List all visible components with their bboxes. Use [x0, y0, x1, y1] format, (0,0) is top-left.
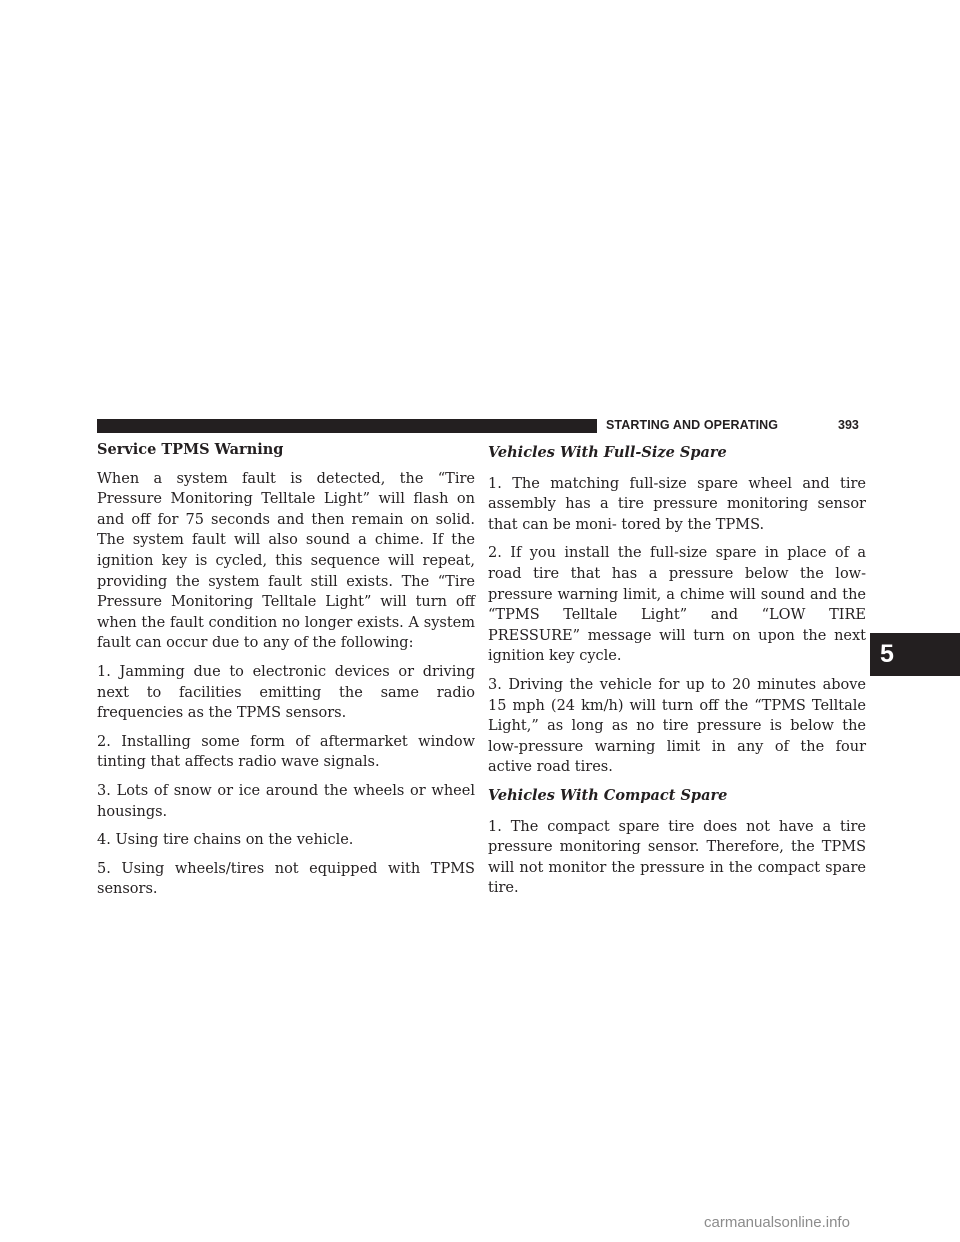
section-title: STARTING AND OPERATING: [606, 418, 779, 432]
service-tpms-heading: Service TPMS Warning: [97, 441, 284, 458]
full-size-item: 3. Driving the vehicle for up to 20 minutes above 15 mph (24 km/h) will turn off the “TPMS Telltale Light,” as long as no tire pressure is below the low-pressure warning limit in any of the four active road tires.: [488, 676, 866, 776]
fault-item: 2. Installing some form of aftermarket window tinting that affects radio wave signals.: [97, 733, 475, 771]
header-rule: [97, 419, 597, 433]
watermark-link[interactable]: carmanualsonline.info: [704, 1214, 850, 1231]
fault-item: 4. Using tire chains on the vehicle.: [97, 832, 354, 849]
fault-item: 1. Jamming due to electronic devices or driving next to facilities emitting the same radio frequencies as the TPMS sensors.: [97, 663, 475, 722]
compact-item: 1. The compact spare tire does not have a tire pressure monitoring sensor. Therefore, the TPMS will not monitor the pressure in the compact spare tire.: [488, 818, 866, 897]
compact-spare-heading: Vehicles With Compact Spare: [488, 786, 728, 804]
service-tpms-intro: When a system fault is detected, the “Tire Pressure Monitoring Telltale Light” will flash on and off for 75 seconds and then remain on solid. The system fault will also sound a chime. If the ignition key is cycled, this sequence will repeat, providing the system fault still exists. The “Tire Pressure Monitoring Telltale Light” will turn off when the fault condition no longer exists. A system fault can occur due to any of the following:: [97, 470, 475, 652]
fault-item: 3. Lots of snow or ice around the wheels or wheel housings.: [97, 782, 475, 820]
full-size-spare-heading: Vehicles With Full-Size Spare: [488, 444, 727, 461]
left-column: [97, 440, 475, 908]
chapter-tab: 5: [870, 633, 960, 676]
fault-item: 5. Using wheels/tires not equipped with TPMS sensors.: [97, 860, 475, 898]
page-number: 393: [838, 418, 859, 432]
right-column: [488, 443, 866, 907]
full-size-item: 2. If you install the full-size spare in place of a road tire that has a pressure below the low-pressure warning limit, a chime will sound and the “TPMS Telltale Light” and “LOW TIRE PRESSURE” message will turn on upon the next ignition key cycle.: [488, 545, 866, 665]
full-size-item: 1. The matching full-size spare wheel and tire assembly has a tire pressure monitoring sensor that can be moni- tored by the TPMS.: [488, 475, 866, 533]
